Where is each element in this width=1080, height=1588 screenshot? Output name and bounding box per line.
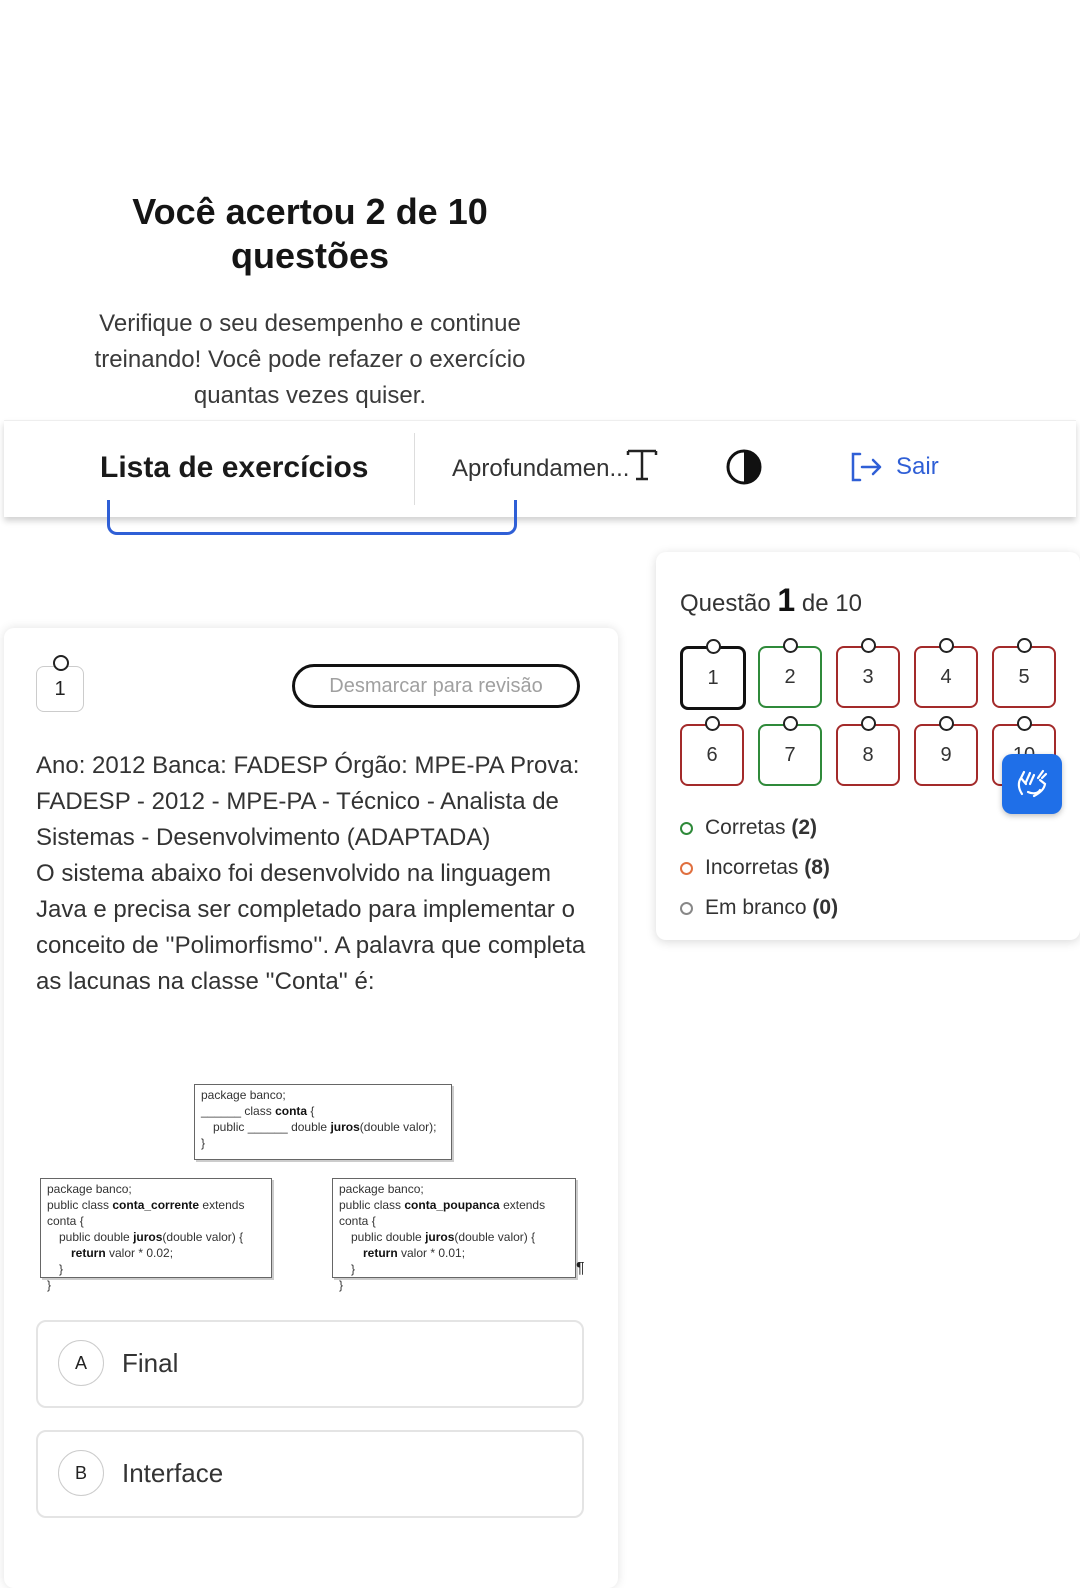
question-number-badge <box>36 666 84 712</box>
review-marker-icon <box>861 716 876 731</box>
code-box-conta-poupanca: package banco; public class conta_poupanca extends conta { public double juros(double valor) { return valor * 0.01; } } <box>332 1178 576 1278</box>
unmark-review-button[interactable]: Desmarcar para revisão <box>292 664 580 708</box>
font-size-icon[interactable] <box>624 445 660 485</box>
exit-button[interactable] <box>848 451 939 483</box>
navigator-suffix: de 10 <box>801 590 862 617</box>
navigator-current: 1 <box>777 582 796 618</box>
review-marker-icon <box>783 716 798 731</box>
legend-incorrect: Incorretas (8) <box>680 848 838 888</box>
question-button-label: 9 <box>940 743 952 766</box>
question-button-8[interactable] <box>836 724 900 786</box>
question-button-label: 2 <box>784 665 796 688</box>
divider <box>414 433 415 505</box>
review-marker-icon <box>861 638 876 653</box>
question-button-label: 1 <box>707 666 719 689</box>
option-text: Final <box>122 1348 179 1378</box>
sign-language-button[interactable] <box>1002 754 1062 814</box>
question-button-label: 8 <box>862 743 874 766</box>
code-box-conta: package banco; ______ class conta { public ______ double juros(double valor); } <box>194 1084 452 1160</box>
review-marker-icon <box>1017 638 1032 653</box>
review-marker-icon <box>783 638 798 653</box>
result-title: Você acertou 2 de 10 questões <box>132 191 488 276</box>
exit-icon <box>848 451 884 483</box>
review-marker-icon <box>705 716 720 731</box>
result-summary <box>60 190 560 414</box>
code-figure <box>40 1084 586 1292</box>
question-button-7[interactable] <box>758 724 822 786</box>
pilcrow-mark: ¶ <box>576 1260 585 1277</box>
question-button-label: 6 <box>706 743 718 766</box>
question-text <box>36 748 596 1000</box>
page-title: Lista de exercícios <box>100 451 369 484</box>
blank-dot-icon <box>680 902 693 915</box>
navigator-heading <box>680 582 862 619</box>
option-letter: B <box>58 1450 104 1496</box>
question-button-3[interactable] <box>836 646 900 708</box>
contrast-icon[interactable] <box>724 447 764 487</box>
question-button-6[interactable] <box>680 724 744 786</box>
question-button-label: 4 <box>940 665 952 688</box>
option-text: Interface <box>122 1458 224 1488</box>
review-marker-icon <box>53 655 69 671</box>
navigator-legend <box>680 808 838 928</box>
review-marker-icon <box>939 716 954 731</box>
question-navigator <box>656 552 1080 940</box>
option-letter: A <box>58 1340 104 1386</box>
review-marker-icon <box>706 639 721 654</box>
legend-correct: Corretas (2) <box>680 808 838 848</box>
correct-dot-icon <box>680 822 693 835</box>
question-button-label: 5 <box>1018 665 1030 688</box>
sign-language-hands-icon <box>1012 764 1052 804</box>
review-marker-icon <box>1017 716 1032 731</box>
incorrect-dot-icon <box>680 862 693 875</box>
question-button-2[interactable] <box>758 646 822 708</box>
hidden-button-outline <box>107 500 517 535</box>
question-number: 1 <box>54 677 66 700</box>
navigator-prefix: Questão <box>680 590 771 617</box>
question-card <box>4 628 618 1588</box>
question-button-9[interactable] <box>914 724 978 786</box>
legend-blank: Em branco (0) <box>680 888 838 928</box>
question-button-label: 7 <box>784 743 796 766</box>
question-button-4[interactable] <box>914 646 978 708</box>
review-marker-icon <box>939 638 954 653</box>
question-button-1[interactable] <box>680 646 746 710</box>
question-button-label: 3 <box>862 665 874 688</box>
course-name: Aprofundamen... <box>452 455 630 482</box>
question-header: Ano: 2012 Banca: FADESP Órgão: MPE-PA Prova: FADESP - 2012 - MPE-PA - Técnico - Analista de Sistemas - Desenvolvimento (ADAPTADA) <box>36 752 580 851</box>
code-box-conta-corrente: package banco; public class conta_corrente extends conta { public double juros(double valor) { return valor * 0.02; } } <box>40 1178 272 1278</box>
question-button-5[interactable] <box>992 646 1056 708</box>
exit-label: Sair <box>896 453 939 480</box>
result-subtitle: Verifique o seu desempenho e continue treinando! Você pode refazer o exercício quantas vezes quiser. <box>94 310 526 409</box>
answer-option-b[interactable] <box>36 1430 584 1518</box>
answer-option-a[interactable] <box>36 1320 584 1408</box>
question-statement: O sistema abaixo foi desenvolvido na linguagem Java e precisa ser completado para implementar o conceito de ''Polimorfismo''. A palavra que completa as lacunas na classe ''Conta'' é: <box>36 860 586 995</box>
